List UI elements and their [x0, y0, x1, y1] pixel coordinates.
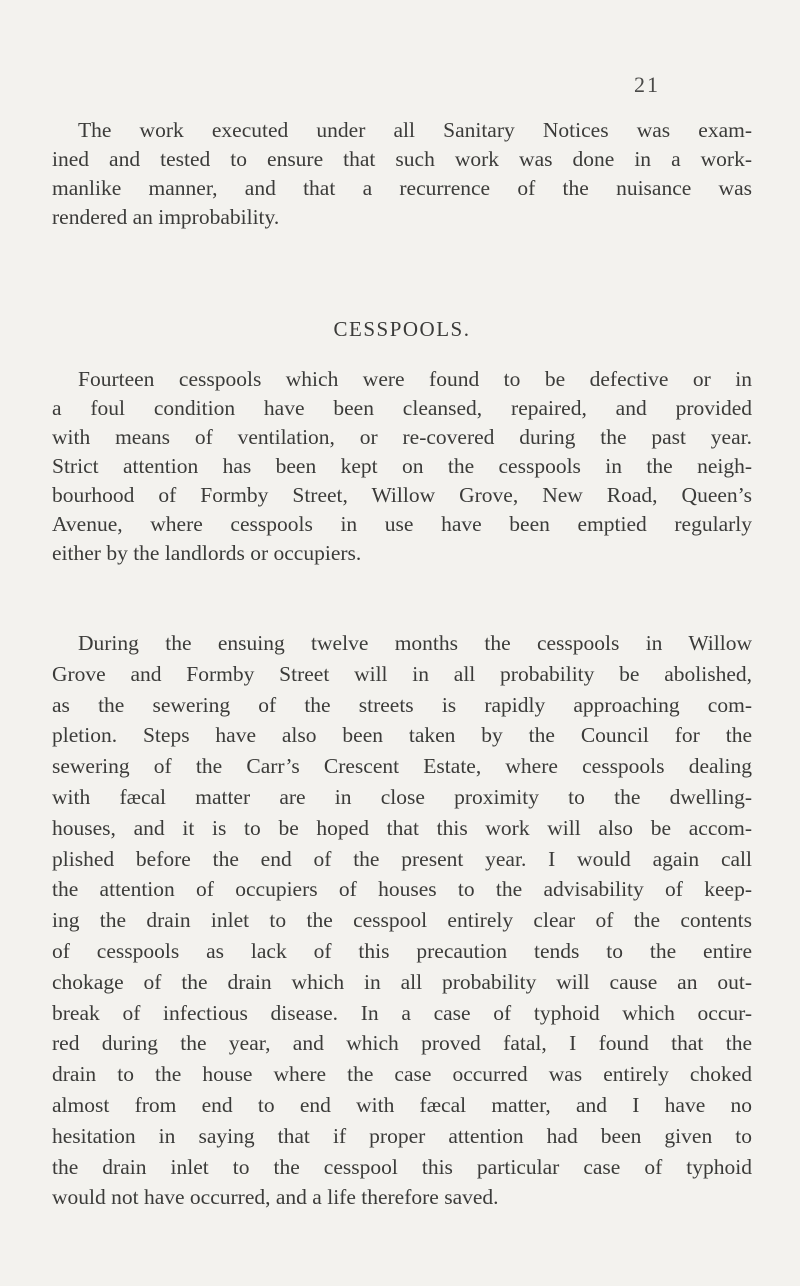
text-line: the drain inlet to the cesspool this particular case of typhoid [52, 1154, 752, 1179]
text-line: Fourteen cesspools which were found to be defective or in [78, 367, 752, 391]
text-line: the attention of occupiers of houses to the advisability of keep- [52, 877, 752, 902]
text-line: manlike manner, and that a recurrence of the nuisance was [52, 176, 752, 200]
text-line: red during the year, and which proved fatal, I found that the [52, 1031, 752, 1056]
text-line: bourhood of Formby Street, Willow Grove, New Road, Queen’s [52, 483, 752, 507]
text-line: During the ensuing twelve months the cesspools in Willow [78, 631, 752, 655]
text-line: either by the landlords or occupiers. [52, 541, 362, 565]
section-heading-cesspools: CESSPOOLS. [333, 317, 471, 341]
paragraph-cesspools-cleansed [52, 365, 752, 568]
document-body [52, 116, 752, 1213]
text-line: break of infectious disease. In a case of typhoid which occur- [52, 1000, 752, 1025]
text-line: The work executed under all Sanitary Notices was exam- [78, 118, 752, 142]
paragraph-ensuing-months [52, 628, 752, 1213]
text-line: sewering of the Carr’s Crescent Estate, where cesspools dealing [52, 754, 752, 779]
text-line: with fæcal matter are in close proximity to the dwelling- [52, 784, 752, 809]
text-line: plished before the end of the present year. I would again call [52, 846, 752, 871]
text-line: drain to the house where the case occurred was entirely choked [52, 1062, 752, 1087]
text-line: houses, and it is to be hoped that this work will also be accom- [52, 815, 752, 840]
text-line: as the sewering of the streets is rapidly approaching com- [52, 692, 752, 717]
text-line: almost from end to end with fæcal matter, and I have no [52, 1092, 752, 1117]
text-line: rendered an improbability. [52, 205, 280, 229]
page-number: 21 [634, 72, 660, 97]
text-line: hesitation in saying that if proper attention had been given to [52, 1123, 752, 1148]
text-line: Avenue, where cesspools in use have been emptied regularly [52, 512, 752, 536]
text-line: Grove and Formby Street will in all probability be abolished, [52, 661, 752, 686]
text-line: pletion. Steps have also been taken by the Council for the [52, 723, 752, 748]
text-line: of cesspools as lack of this precaution tends to the entire [52, 938, 752, 963]
text-line: a foul condition have been cleansed, repaired, and provided [52, 396, 752, 420]
text-line: Strict attention has been kept on the cesspools in the neigh- [52, 454, 752, 478]
text-line: chokage of the drain which in all probability will cause an out- [52, 969, 752, 994]
text-line: ing the drain inlet to the cesspool entirely clear of the contents [52, 908, 752, 933]
text-line: ined and tested to ensure that such work was done in a work- [52, 147, 752, 171]
text-line: would not have occurred, and a life therefore saved. [52, 1185, 499, 1210]
paragraph-sanitary-notices [52, 116, 752, 232]
text-line: with means of ventilation, or re-covered during the past year. [52, 425, 752, 449]
